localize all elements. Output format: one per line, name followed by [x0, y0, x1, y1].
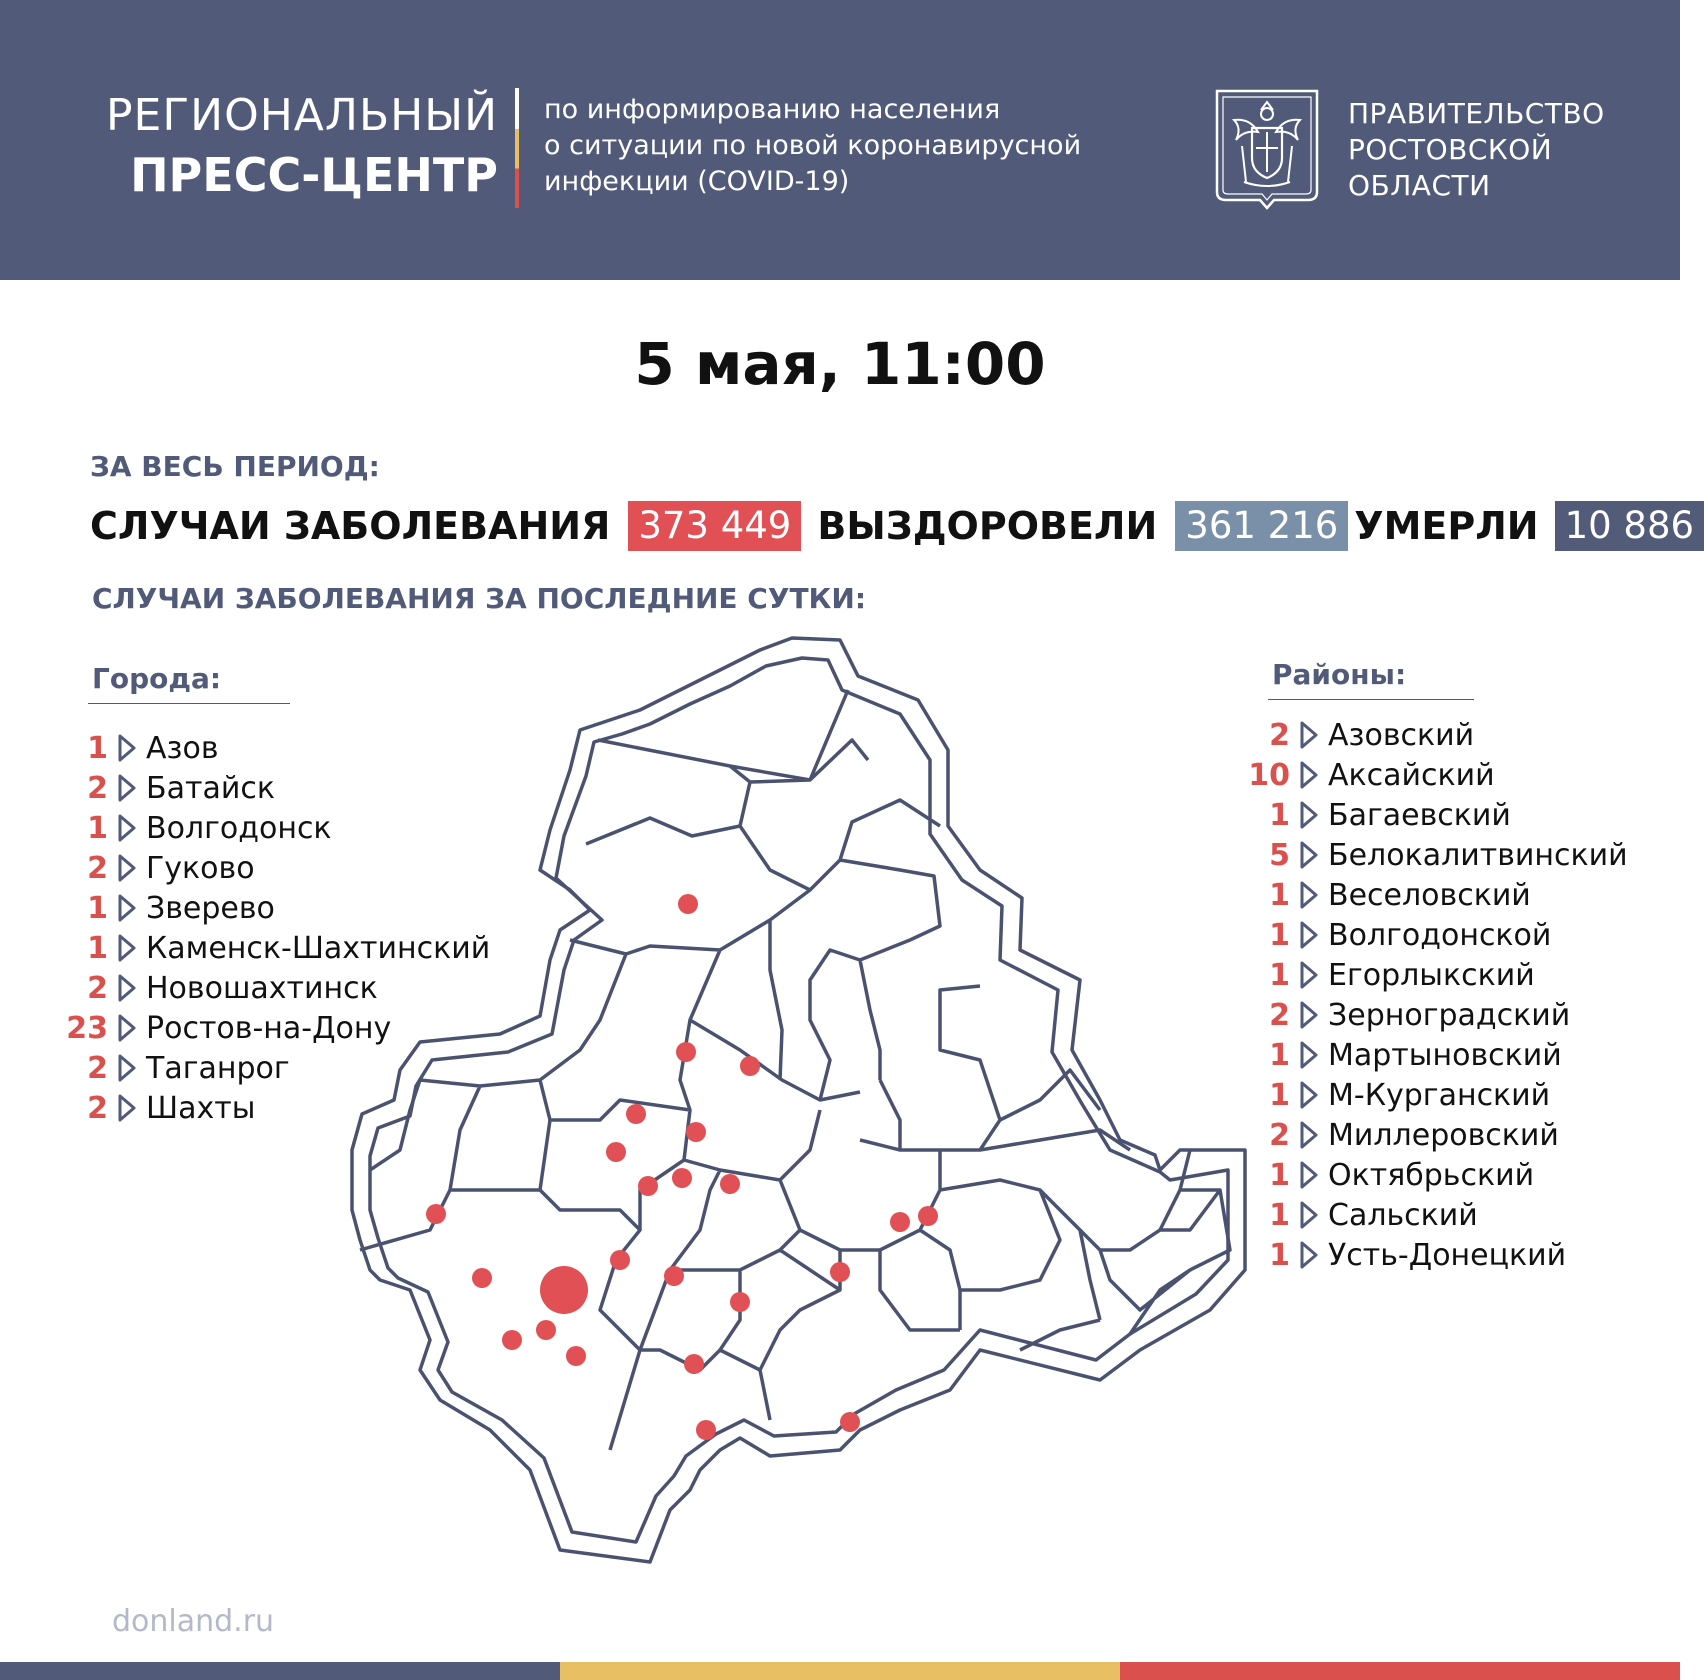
case-dot: [684, 1354, 704, 1374]
cases-label: СЛУЧАИ ЗАБОЛЕВАНИЯ: [90, 504, 611, 548]
case-dot: [566, 1346, 586, 1366]
list-item: [1248, 1115, 1628, 1155]
government-title-line: РОСТОВСКОЙ: [1348, 133, 1553, 166]
subtitle-line: о ситуации по новой коронавирусной: [544, 130, 1082, 161]
died-label: УМЕРЛИ: [1354, 504, 1539, 548]
locality-name: Волгодонской: [1328, 917, 1552, 953]
locality-name: Веселовский: [1328, 877, 1531, 913]
list-item: [1248, 1035, 1628, 1075]
triangle-marker-icon: [1298, 920, 1320, 950]
case-count: 5: [1269, 837, 1290, 873]
case-count: 2: [1269, 717, 1290, 753]
totals-row: [90, 500, 1695, 552]
case-dot: [610, 1250, 630, 1270]
triangle-marker-icon: [116, 893, 138, 923]
locality-name: Миллеровский: [1328, 1117, 1559, 1153]
case-dot: [830, 1262, 850, 1282]
case-count: 1: [87, 730, 108, 766]
list-item: [1248, 875, 1628, 915]
locality-name: Шахты: [146, 1090, 256, 1126]
case-dot: [740, 1056, 760, 1076]
case-dot: [536, 1320, 556, 1340]
died-badge: 10 886: [1555, 501, 1704, 551]
cities-title: Города:: [92, 662, 222, 695]
triangle-marker-icon: [116, 733, 138, 763]
locality-name: М-Курганский: [1328, 1077, 1551, 1113]
case-count: 1: [1269, 917, 1290, 953]
case-dot: [672, 1168, 692, 1188]
triangle-marker-icon: [116, 1013, 138, 1043]
locality-name: Сальский: [1328, 1197, 1478, 1233]
case-dot: [840, 1412, 860, 1432]
government-title: [1348, 96, 1605, 204]
case-count: 2: [1269, 997, 1290, 1033]
locality-name: Багаевский: [1328, 797, 1511, 833]
government-title-line: ОБЛАСТИ: [1348, 169, 1491, 202]
case-dot: [540, 1266, 588, 1314]
list-item: [1248, 1235, 1628, 1275]
list-item: [1248, 835, 1628, 875]
triangle-marker-icon: [1298, 1200, 1320, 1230]
case-count: 1: [87, 890, 108, 926]
triangle-marker-icon: [1298, 1000, 1320, 1030]
triangle-marker-icon: [1298, 800, 1320, 830]
districts-list: [1248, 715, 1628, 1275]
locality-name: Егорлыкский: [1328, 957, 1535, 993]
locality-name: Белокалитвинский: [1328, 837, 1628, 873]
subtitle-line: инфекции (COVID-19): [544, 166, 850, 197]
triangle-marker-icon: [1298, 720, 1320, 750]
header-subtitle: [544, 92, 1144, 200]
tricolor-divider: [515, 88, 519, 208]
triangle-marker-icon: [116, 1053, 138, 1083]
case-dot: [720, 1174, 740, 1194]
list-item: [1248, 955, 1628, 995]
triangle-marker-icon: [116, 1093, 138, 1123]
brand-title-line1: РЕГИОНАЛЬНЫЙ: [106, 90, 498, 141]
triangle-marker-icon: [1298, 1080, 1320, 1110]
triangle-marker-icon: [116, 773, 138, 803]
case-dot: [696, 1420, 716, 1440]
case-dot: [638, 1176, 658, 1196]
case-dot: [606, 1142, 626, 1162]
case-count: 2: [87, 850, 108, 886]
cases-badge: 373 449: [628, 501, 801, 551]
case-dot: [890, 1212, 910, 1232]
case-dot: [472, 1268, 492, 1288]
case-count: 1: [1269, 1037, 1290, 1073]
footer-url[interactable]: donland.ru: [112, 1604, 275, 1639]
districts-title-underline: [1268, 699, 1474, 700]
case-dot: [730, 1292, 750, 1312]
locality-name: Октябрьский: [1328, 1157, 1535, 1193]
triangle-marker-icon: [116, 933, 138, 963]
case-count: 1: [1269, 1197, 1290, 1233]
case-count: 1: [87, 930, 108, 966]
subtitle-line: по информированию населения: [544, 94, 1001, 125]
locality-name: Гуково: [146, 850, 255, 886]
triangle-marker-icon: [116, 853, 138, 883]
case-count: 1: [1269, 1077, 1290, 1113]
case-dot: [918, 1206, 938, 1226]
case-dot: [664, 1266, 684, 1286]
locality-name: Аксайский: [1328, 757, 1495, 793]
triangle-marker-icon: [1298, 1160, 1320, 1190]
case-count: 10: [1248, 757, 1290, 793]
footer-stripe-navy: [0, 1662, 560, 1680]
list-item: [1248, 1155, 1628, 1195]
locality-name: Азов: [146, 730, 219, 766]
footer-stripe-red: [1120, 1662, 1680, 1680]
locality-name: Зерноградский: [1328, 997, 1571, 1033]
district-lines: [360, 690, 1230, 1450]
triangle-marker-icon: [1298, 960, 1320, 990]
region-map-svg: [340, 630, 1260, 1570]
case-dot: [678, 894, 698, 914]
case-count: 1: [1269, 877, 1290, 913]
brand-title-line2: ПРЕСС-ЦЕНТР: [130, 148, 498, 202]
case-dot: [676, 1042, 696, 1062]
list-item: [1248, 795, 1628, 835]
locality-name: Волгодонск: [146, 810, 332, 846]
locality-name: Каменск-Шахтинский: [146, 930, 491, 966]
list-item: [1248, 995, 1628, 1035]
coat-of-arms-icon: [1214, 88, 1320, 206]
period-label: ЗА ВЕСЬ ПЕРИОД:: [90, 450, 380, 483]
locality-name: Мартыновский: [1328, 1037, 1562, 1073]
triangle-marker-icon: [116, 813, 138, 843]
case-count: 2: [87, 970, 108, 1006]
triangle-marker-icon: [116, 973, 138, 1003]
triangle-marker-icon: [1298, 880, 1320, 910]
case-count: 1: [87, 810, 108, 846]
case-dot: [686, 1122, 706, 1142]
report-date: 5 мая, 11:00: [634, 330, 1046, 398]
triangle-marker-icon: [1298, 1040, 1320, 1070]
recovered-label: ВЫЗДОРОВЕЛИ: [817, 504, 1158, 548]
list-item: [1248, 1195, 1628, 1235]
triangle-marker-icon: [1298, 760, 1320, 790]
list-item: [1248, 755, 1628, 795]
locality-name: Таганрог: [146, 1050, 290, 1086]
case-count: 1: [1269, 797, 1290, 833]
cities-title-underline: [88, 703, 290, 704]
triangle-marker-icon: [1298, 840, 1320, 870]
list-item: [1248, 1075, 1628, 1115]
locality-name: Усть-Донецкий: [1328, 1237, 1567, 1273]
list-item: [1248, 715, 1628, 755]
case-dot: [626, 1104, 646, 1124]
case-count: 2: [87, 1090, 108, 1126]
recovered-badge: 361 216: [1175, 501, 1348, 551]
locality-name: Новошахтинск: [146, 970, 378, 1006]
triangle-marker-icon: [1298, 1120, 1320, 1150]
case-count: 1: [1269, 957, 1290, 993]
districts-title: Районы:: [1272, 658, 1407, 691]
case-dot: [426, 1204, 446, 1224]
case-count: 2: [87, 1050, 108, 1086]
header-banner: [0, 0, 1680, 280]
locality-name: Ростов-на-Дону: [146, 1010, 392, 1046]
case-dot: [502, 1330, 522, 1350]
case-count: 1: [1269, 1157, 1290, 1193]
government-title-line: ПРАВИТЕЛЬСТВО: [1348, 97, 1605, 130]
region-map: [340, 630, 1260, 1570]
case-count: 2: [1269, 1117, 1290, 1153]
triangle-marker-icon: [1298, 1240, 1320, 1270]
case-count: 1: [1269, 1237, 1290, 1273]
case-count: 2: [87, 770, 108, 806]
daily-cases-label: СЛУЧАИ ЗАБОЛЕВАНИЯ ЗА ПОСЛЕДНИЕ СУТКИ:: [92, 582, 867, 615]
list-item: [1248, 915, 1628, 955]
case-dots: [426, 894, 938, 1440]
locality-name: Зверево: [146, 890, 275, 926]
case-count: 23: [66, 1010, 108, 1046]
locality-name: Азовский: [1328, 717, 1475, 753]
footer-stripe-yellow: [560, 1662, 1120, 1680]
locality-name: Батайск: [146, 770, 275, 806]
